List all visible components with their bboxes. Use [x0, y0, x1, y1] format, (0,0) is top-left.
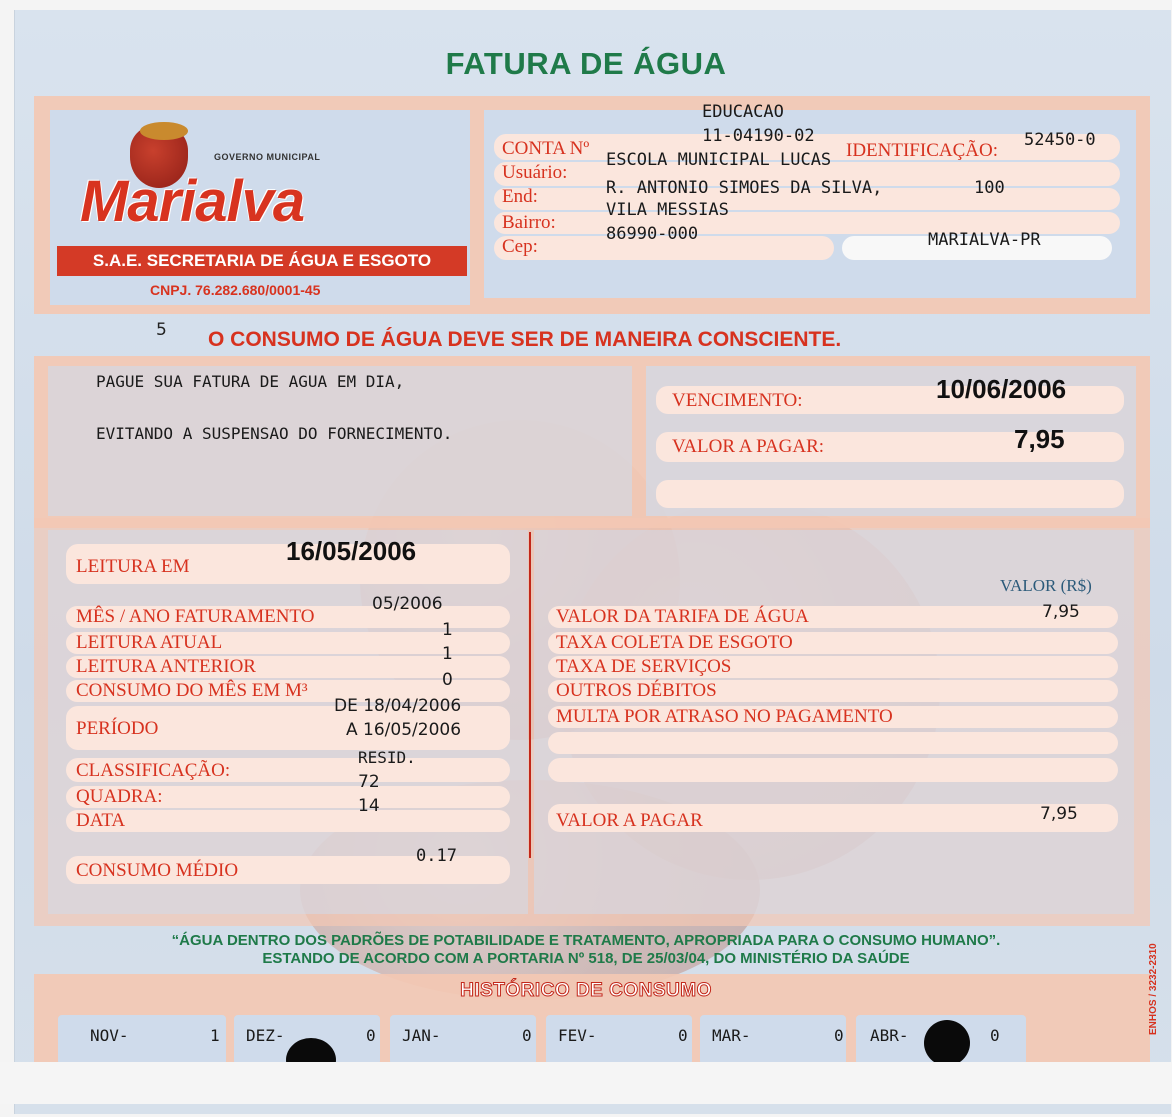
address-value: R. ANTONIO SIMOES DA SILVA,	[606, 178, 883, 198]
date-label: DATA	[76, 810, 126, 831]
service-fee-label: TAXA DE SERVIÇOS	[556, 656, 732, 677]
average-consumption-label: CONSUMO MÉDIO	[76, 860, 239, 881]
billing-month-value: 05/2006	[372, 594, 443, 614]
other-debits-label: OUTROS DÉBITOS	[556, 680, 717, 701]
block-label: QUADRA:	[76, 786, 163, 807]
account-number-value: 11-04190-02	[702, 126, 815, 146]
water-tariff-value: 7,95	[1042, 602, 1080, 622]
conscious-consumption-notice: O CONSUMO DE ÁGUA DEVE SER DE MANEIRA CONSCIENTE.	[208, 328, 842, 351]
address-label: End:	[502, 186, 538, 207]
cnpj-number: CNPJ. 76.282.680/0001-45	[150, 282, 321, 298]
neighborhood-label: Bairro:	[502, 212, 556, 233]
late-fee-label: MULTA POR ATRASO NO PAGAMENTO	[556, 706, 893, 727]
redacted-strip	[0, 1062, 1172, 1104]
identification-label: IDENTIFICAÇÃO:	[846, 140, 998, 161]
current-reading-label: LEITURA ATUAL	[76, 632, 223, 653]
block-value: 72	[358, 772, 380, 792]
value-column-header: VALOR (R$)	[1000, 576, 1092, 595]
period-label: PERÍODO	[76, 718, 159, 739]
average-consumption-value: 0.17	[416, 846, 457, 866]
current-reading-value: 1	[442, 620, 453, 640]
empty-pill	[656, 480, 1124, 508]
period-from-value: DE 18/04/2006	[334, 696, 462, 716]
history-month: ABR-	[870, 1026, 909, 1045]
history-month: FEV-	[558, 1026, 597, 1045]
sewage-fee-label: TAXA COLETA DE ESGOTO	[556, 632, 793, 653]
city-logo-wordmark: Marialva	[80, 169, 305, 234]
history-month: NOV-	[90, 1026, 129, 1045]
history-month: MAR-	[712, 1026, 751, 1045]
history-month: DEZ-	[246, 1026, 285, 1045]
total-value: 7,95	[1040, 804, 1078, 824]
category-value: EDUCACAO	[702, 102, 784, 122]
due-date-label: VENCIMENTO:	[672, 390, 803, 411]
consumption-history-title: HISTÓRICO DE CONSUMO	[460, 980, 712, 1001]
user-value: ESCOLA MUNICIPAL LUCAS	[606, 150, 832, 170]
history-value: 0	[834, 1026, 844, 1045]
printer-side-note: ENHOS / 3232-2310	[1148, 943, 1159, 1035]
department-banner: S.A.E. SECRETARIA DE ÁGUA E ESGOTO	[57, 246, 467, 276]
history-value: 0	[990, 1026, 1000, 1045]
history-value: 1	[210, 1026, 220, 1045]
zip-label: Cep:	[502, 236, 538, 257]
billing-month-label: MÊS / ANO FATURAMENTO	[76, 606, 315, 627]
address-number-value: 100	[974, 178, 1005, 198]
classification-value: RESID.	[358, 748, 416, 767]
date-value: 14	[358, 796, 380, 816]
history-month: JAN-	[402, 1026, 441, 1045]
history-value: 0	[522, 1026, 532, 1045]
water-tariff-label: VALOR DA TARIFA DE ÁGUA	[556, 606, 809, 627]
zip-value: 86990-000	[606, 224, 699, 244]
regulation-statement: ESTANDO DE ACORDO COM A PORTARIA Nº 518, DE 25/03/04, DO MINISTÉRIO DA SAÚDE	[262, 950, 910, 967]
amount-due-value: 7,95	[1014, 424, 1065, 454]
history-value: 0	[366, 1026, 376, 1045]
ink-blot	[924, 1020, 970, 1066]
potability-statement: “ÁGUA DENTRO DOS PADRÕES DE POTABILIDADE E TRATAMENTO, APROPRIADA PARA O CONSUMO HUMANO”.	[171, 932, 1001, 949]
invoice-title: FATURA DE ÁGUA	[445, 46, 727, 81]
reading-date-label: LEITURA EM	[76, 556, 190, 577]
reading-pill	[66, 810, 510, 832]
charge-pill	[548, 732, 1118, 754]
classification-label: CLASSIFICAÇÃO:	[76, 760, 231, 781]
due-date-value: 10/06/2006	[936, 374, 1067, 404]
city-value: MARIALVA-PR	[928, 230, 1041, 250]
sequence-number: 5	[156, 320, 167, 340]
message-line-1: PAGUE SUA FATURA DE AGUA EM DIA,	[96, 372, 405, 391]
history-cell	[58, 1015, 226, 1065]
message-line-2: EVITANDO A SUSPENSAO DO FORNECIMENTO.	[96, 424, 453, 443]
reading-date-value: 16/05/2006	[286, 536, 417, 566]
previous-reading-value: 1	[442, 644, 453, 664]
amount-due-label: VALOR A PAGAR:	[672, 436, 825, 457]
column-divider	[529, 532, 531, 858]
government-label: GOVERNO MUNICIPAL	[214, 152, 321, 162]
user-label: Usuário:	[502, 162, 568, 183]
account-label: CONTA Nº	[502, 138, 590, 159]
total-label: VALOR A PAGAR	[556, 810, 703, 831]
charge-pill	[548, 758, 1118, 782]
monthly-consumption-label: CONSUMO DO MÊS EM M³	[76, 680, 308, 701]
neighborhood-value: VILA MESSIAS	[606, 200, 729, 220]
identification-value: 52450-0	[1024, 130, 1096, 150]
leaf-logo-icon	[140, 122, 188, 140]
monthly-consumption-value: 0	[442, 670, 453, 690]
history-value: 0	[678, 1026, 688, 1045]
period-to-value: A 16/05/2006	[346, 720, 462, 740]
previous-reading-label: LEITURA ANTERIOR	[76, 656, 256, 677]
